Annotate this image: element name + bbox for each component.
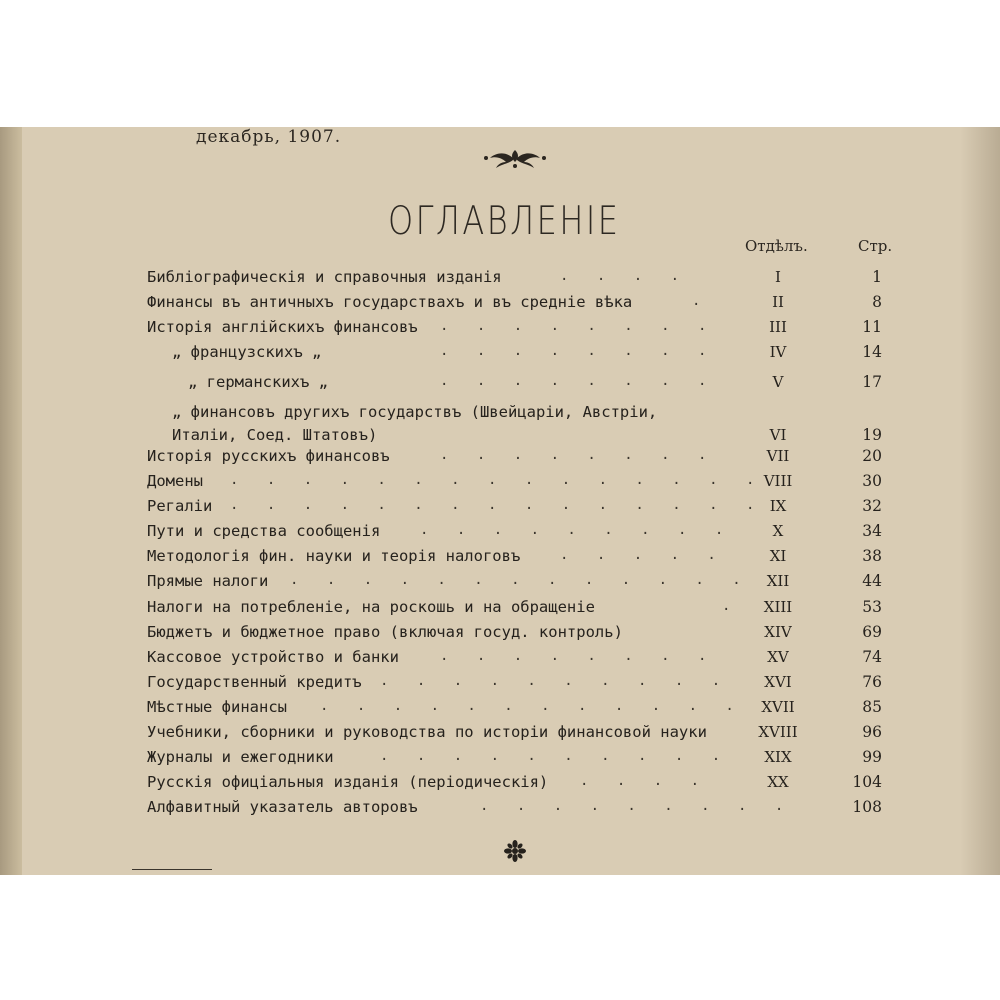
toc-entry bbox=[0, 572, 1000, 598]
toc-entry-section: I bbox=[775, 268, 781, 286]
toc-entry-title: Кассовое устройство и банки bbox=[147, 648, 399, 666]
toc-entry-section: IV bbox=[769, 343, 787, 361]
toc-entry-section: XVI bbox=[764, 673, 792, 691]
toc-entry-title: Русскія офиціальныя изданія (періодическія) bbox=[147, 773, 549, 791]
toc-entry bbox=[0, 268, 1000, 294]
toc-entry-section: X bbox=[772, 522, 784, 540]
toc-entry bbox=[0, 748, 1000, 774]
toc-entry-title: Прямые налоги bbox=[147, 572, 269, 590]
toc-entry bbox=[0, 698, 1000, 724]
toc-entry-page: 53 bbox=[862, 598, 882, 616]
toc-entry-title: Исторія русскихъ финансовъ bbox=[147, 447, 390, 465]
toc-entry-title: Финансы въ античныхъ государствахъ и въ средніе вѣка bbox=[147, 293, 633, 311]
leader-dots: . . . . . . . . bbox=[440, 318, 717, 334]
toc-entry-title: „ французскихъ „ bbox=[172, 343, 322, 361]
leader-dots: . . . . . . . . . . . . . bbox=[290, 572, 751, 588]
toc-entry-section: VIII bbox=[763, 472, 793, 490]
toc-entry-section: XVII bbox=[761, 698, 795, 716]
toc-entry-section: XII bbox=[766, 572, 790, 590]
flower-ornament-icon bbox=[503, 839, 527, 863]
toc-entry bbox=[0, 547, 1000, 573]
toc-entry bbox=[0, 522, 1000, 548]
toc-entry-section: VII bbox=[766, 447, 790, 465]
book-page bbox=[0, 127, 1000, 875]
toc-entry-page: 69 bbox=[862, 623, 882, 641]
toc-entry-title: Журналы и ежегодники bbox=[147, 748, 334, 766]
page-column-header: Стр. bbox=[858, 237, 893, 255]
toc-entry-title: Пути и средства сообщенія bbox=[147, 522, 381, 540]
toc-entry-title: Государственный кредитъ bbox=[147, 673, 362, 691]
toc-entry-section: II bbox=[772, 293, 784, 311]
date-line: декабрь, 1907. bbox=[196, 127, 342, 147]
toc-entry-page: 11 bbox=[862, 318, 882, 336]
toc-entry-title: „ финансовъ другихъ государствъ (Швейцаріи, Австріи, bbox=[172, 403, 658, 421]
leader-dots: . . . . . . . . . bbox=[480, 798, 794, 814]
toc-entry bbox=[0, 343, 1000, 369]
toc-entry-page: 38 bbox=[862, 547, 882, 565]
toc-entry-page: 14 bbox=[862, 343, 882, 361]
toc-entry-section: XX bbox=[767, 773, 789, 791]
toc-entry-page: 96 bbox=[862, 723, 882, 741]
toc-entry-page: 30 bbox=[862, 472, 882, 490]
leader-dots: . . . . . . . . bbox=[440, 447, 717, 463]
toc-entry-page: 108 bbox=[852, 798, 882, 816]
toc-entry-page: 85 bbox=[862, 698, 882, 716]
toc-entry-page: 76 bbox=[862, 673, 882, 691]
leader-dots: . bbox=[722, 598, 741, 614]
leader-dots: . bbox=[692, 293, 711, 309]
toc-entry bbox=[0, 623, 1000, 649]
toc-entry-section: XIV bbox=[764, 623, 792, 641]
toc-entry-page: 74 bbox=[862, 648, 882, 666]
toc-entry-title: Алфавитный указатель авторовъ bbox=[147, 798, 418, 816]
toc-entry-page: 34 bbox=[862, 522, 882, 540]
toc-entry-title: Учебники, сборники и руководства по исторіи финансовой науки bbox=[147, 723, 707, 741]
toc-entry-page: 8 bbox=[872, 293, 882, 311]
leader-dots: . . . . . . . . . . . . . . . bbox=[230, 472, 765, 488]
toc-entry-section: XIII bbox=[763, 598, 793, 616]
toc-entry-page: 19 bbox=[862, 426, 882, 444]
leader-dots: . . . . . . . . bbox=[440, 373, 717, 389]
toc-entry bbox=[0, 723, 1000, 749]
leader-dots: . . . . . . . . . . . . bbox=[320, 698, 744, 714]
leader-dots: . . . . . . . . bbox=[440, 343, 717, 359]
toc-entry bbox=[0, 773, 1000, 799]
footnote-rule bbox=[132, 869, 212, 870]
toc-entry-title: „ германскихъ „ bbox=[188, 373, 328, 391]
toc-entry-section: V bbox=[772, 373, 784, 391]
toc-entry-page: 1 bbox=[872, 268, 882, 286]
toc-entry-section: XI bbox=[769, 547, 787, 565]
toc-entry-title: Мѣстные финансы bbox=[147, 698, 287, 716]
toc-entry-title: Регаліи bbox=[147, 497, 213, 515]
leader-dots: . . . . . . . . . . . . . . . bbox=[230, 497, 765, 513]
toc-entry bbox=[0, 798, 1000, 824]
toc-entry-page: 44 bbox=[862, 572, 882, 590]
toc-entry bbox=[0, 472, 1000, 498]
toc-entry-title: Библіографическія и справочныя изданія bbox=[147, 268, 502, 286]
toc-entry bbox=[0, 673, 1000, 699]
leader-dots: . . . . . . . . . bbox=[420, 522, 734, 538]
toc-entry-title: Налоги на потребленіе, на роскошь и на обращеніе bbox=[147, 598, 595, 616]
toc-entry bbox=[0, 648, 1000, 674]
toc-entry-page: 17 bbox=[862, 373, 882, 391]
toc-entry bbox=[0, 598, 1000, 624]
section-column-header: Отдѣлъ. bbox=[745, 237, 808, 255]
toc-entry-section: IX bbox=[769, 497, 787, 515]
toc-entry-title: Италіи, Соед. Штатовъ) bbox=[172, 426, 378, 444]
page-title: ОГЛАВЛЕНІЕ bbox=[388, 199, 621, 244]
toc-entry-page: 20 bbox=[862, 447, 882, 465]
toc-entry-title: Исторія англійскихъ финансовъ bbox=[147, 318, 418, 336]
leader-dots: . . . . bbox=[580, 773, 710, 789]
floral-ornament-icon bbox=[480, 144, 550, 172]
toc-entry-section: III bbox=[769, 318, 787, 336]
toc-entry bbox=[0, 318, 1000, 344]
toc-entry-page: 104 bbox=[852, 773, 882, 791]
leader-dots: . . . . . . . . . . bbox=[380, 673, 731, 689]
toc-entry-page: 99 bbox=[862, 748, 882, 766]
leader-dots: . . . . . . . . . . bbox=[380, 748, 731, 764]
toc-entry bbox=[0, 447, 1000, 473]
leader-dots: . . . . . . . . bbox=[440, 648, 717, 664]
toc-entry bbox=[0, 497, 1000, 523]
toc-entry bbox=[0, 373, 1000, 399]
toc-entry-section: VI bbox=[769, 426, 787, 444]
toc-entry-title: Домены bbox=[147, 472, 203, 490]
toc-entry bbox=[0, 293, 1000, 319]
toc-entry-section: XV bbox=[767, 648, 789, 666]
leader-dots: . . . . bbox=[560, 268, 690, 284]
toc-entry-page: 32 bbox=[862, 497, 882, 515]
leader-dots: . . . . . bbox=[560, 547, 726, 563]
toc-entry-section: XVIII bbox=[758, 723, 798, 741]
toc-entry-section: XIX bbox=[764, 748, 792, 766]
toc-entry-title: Методологія фин. науки и теорія налоговъ bbox=[147, 547, 521, 565]
toc-entry-title: Бюджетъ и бюджетное право (включая госуд. контроль) bbox=[147, 623, 623, 641]
